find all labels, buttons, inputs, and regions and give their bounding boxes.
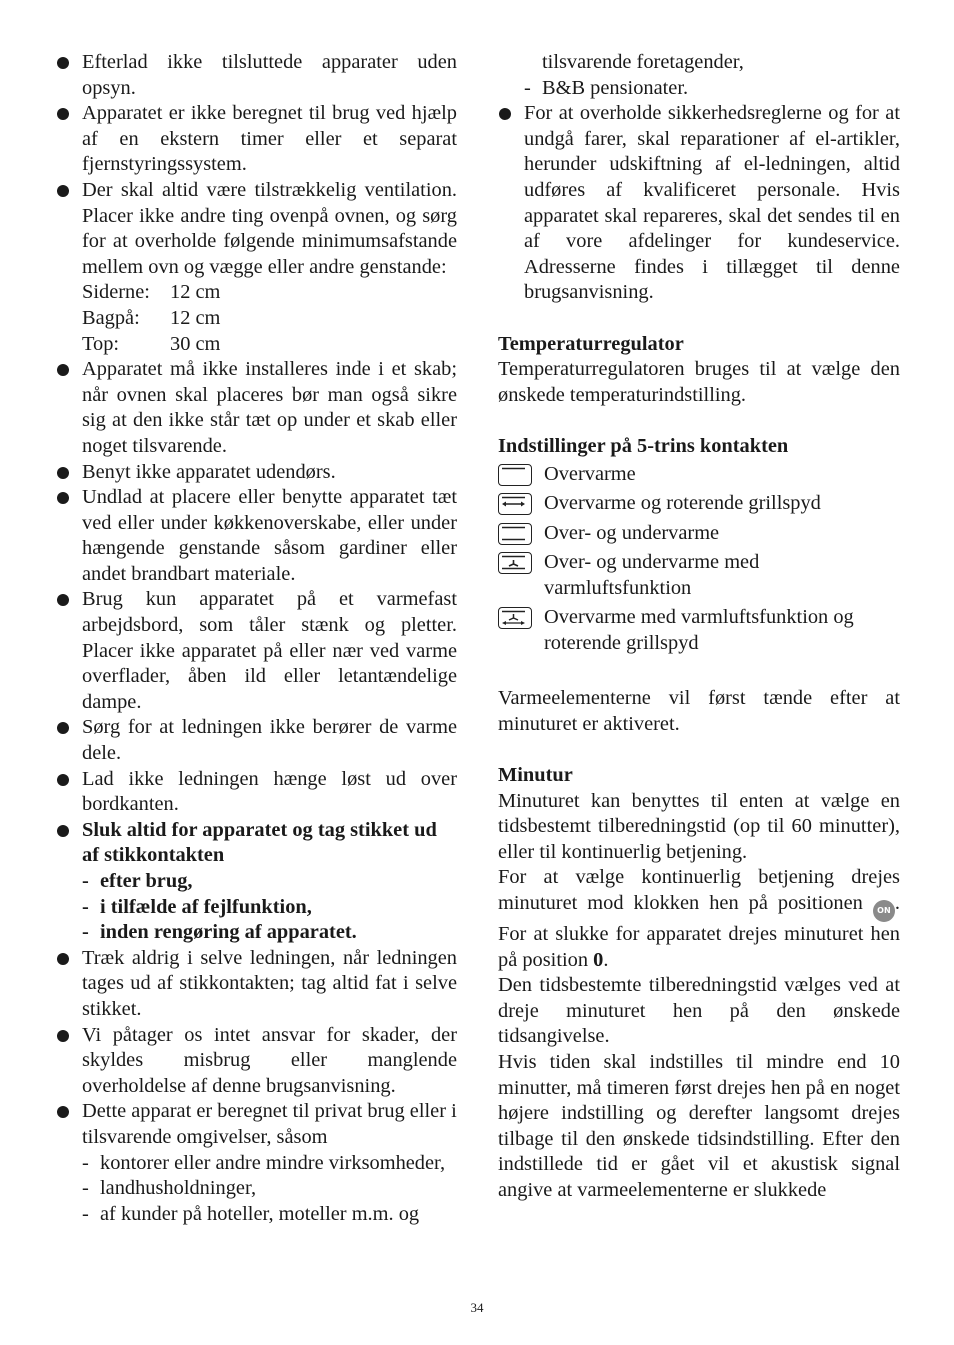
- heat-note: Varmeelementerne vil først tænde efter at minuturet er aktiveret.: [498, 687, 900, 735]
- setting-top-bottom-convection: Over- og undervarme med varmluftsfunktion: [498, 550, 900, 601]
- use-bnb: - B&B pensionater.: [524, 76, 900, 102]
- right-column: [498, 50, 900, 1204]
- ventilation-text: Der skal altid være tilstrækkelig ventilation. Placer ikke andre ting ovenpå ovnen, og sørg for at overholde følgende minimumsafstande mellem ovn og vægge eller andre genstande:: [82, 178, 457, 278]
- distance-sides: Siderne: 12 cm: [82, 281, 221, 304]
- bullet-repairs: For at overholde sikkerhedsreglerne og for at undgå farer, skal reparationer af el-artikler, herunder udskiftning af el-ledningen, altid udføres af kvalificeret personale. Hvis apparatet skal repareres, skal det sendes til en af vore afdelinger for kundeservice. Adresserne findes i tillægget til denne brugsanvisning.: [498, 101, 900, 306]
- use-farmhouses: - landhusholdninger,: [82, 1176, 457, 1202]
- setting-top-heat: Overvarme: [498, 462, 900, 488]
- left-column: [56, 50, 457, 1227]
- bullet-private-use: [56, 1099, 457, 1227]
- top-heat-icon: [498, 464, 532, 486]
- page-number: 34: [470, 1300, 484, 1315]
- bullet-outdoors: Benyt ikke apparatet udendørs.: [56, 460, 457, 486]
- unplug-cleaning: - inden rengøring af apparatet.: [82, 920, 457, 946]
- setting-top-heat-rotisserie: Overvarme og roterende grillspyd: [498, 491, 900, 517]
- bullet-ventilation: [56, 178, 457, 357]
- top-heat-rotisserie-icon: [498, 493, 532, 515]
- unplug-text: Sluk altid for apparatet og tag stikket ud af stikkontakten: [82, 818, 437, 867]
- timer-paragraph-1: Minuturet kan benyttes til enten at vælge en tidsbestemt tilberedningstid (op til 60 minutter), eller til kontinuerlig betjening.: [498, 789, 900, 863]
- timer-paragraph-2: For at vælge kontinuerlig betjening drejes minuturet mod klokken hen på positionen ON . For at slukke for apparatet drejes minuturet hen på position 0.: [498, 866, 901, 971]
- temperature-heading: Temperaturregulator: [498, 332, 684, 355]
- bullet-pull-plug: Træk aldrig i selve ledningen, når ledningen tages ud af stikkontakten; tag altid fat i selve stikket.: [56, 946, 457, 1023]
- bullet-work-surface: Brug kun apparatet på et varmefast arbejdsbord, som tåler stænk og pletter. Placer ikke apparatet på eller nær ved varme overflader, åben ild eller letantændelige dampe.: [56, 587, 457, 715]
- bullet-unattended: Efterlad ikke tilsluttede apparater uden opsyn.: [56, 50, 457, 101]
- temperature-text: Temperaturregulatoren bruges til at vælge den ønskede temperaturindstilling.: [498, 358, 900, 406]
- private-use-continued: tilsvarende foretagender,: [542, 51, 744, 73]
- bullet-cord-edge: Lad ikke ledningen hænge løst ud over bordkanten.: [56, 767, 457, 818]
- timer-paragraph-3: Den tidsbestemte tilberedningstid vælges ved at dreje minuturet hen på den ønskede tidsangivelse.: [498, 974, 900, 1048]
- unplug-after-use: - efter brug,: [82, 869, 457, 895]
- setting-top-convection-rotisserie: Overvarme med varmluftsfunktion og roterende grillspyd: [498, 605, 900, 656]
- bullet-unplug: [56, 818, 457, 946]
- on-position-icon: ON: [873, 900, 895, 922]
- private-use-text: Dette apparat er beregnet til privat brug eller i tilsvarende omgivelser, såsom: [82, 1100, 457, 1148]
- settings-heading: Indstillinger på 5-trins kontakten: [498, 434, 789, 457]
- top-bottom-heat-icon: [498, 523, 532, 545]
- bullet-external-timer: Apparatet er ikke beregnet til brug ved hjælp af en ekstern timer eller et separat fjernstyringssystem.: [56, 101, 457, 178]
- top-bottom-convection-icon: [498, 552, 532, 574]
- distance-top: Top: 30 cm: [82, 332, 221, 355]
- timer-paragraph-4: Hvis tiden skal indstilles til mindre end 10 minutter, må timeren først drejes hen på en noget højere indstilling og derefter langsomt drejes tilbage til den ønskede tidsindstilling. Efter den indstillede tid er gået vil et akustisk signal angive at varmeelementerne er slukkede: [498, 1050, 900, 1201]
- unplug-malfunction: - i tilfælde af fejlfunktion,: [82, 895, 457, 921]
- setting-top-bottom-heat: Over- og undervarme: [498, 521, 900, 547]
- timer-heading: Minutur: [498, 764, 573, 787]
- bullet-placement: Undlad at placere eller benytte apparatet tæt ved eller under køkkenoverskabe, eller under hængende genstande såsom gardiner eller andet brandbart materiale.: [56, 485, 457, 587]
- distance-back: Bagpå: 12 cm: [82, 306, 221, 329]
- use-hotels: - af kunder på hoteller, moteller m.m. og: [82, 1202, 457, 1228]
- top-convection-rotisserie-icon: [498, 607, 532, 629]
- use-offices: - kontorer eller andre mindre virksomheder,: [82, 1151, 457, 1177]
- bullet-liability: Vi påtager os intet ansvar for skader, der skyldes misbrug eller manglende overholdelse af denne brugsanvisning.: [56, 1023, 457, 1100]
- zero-position: 0: [593, 948, 604, 971]
- bullet-cord-hot: Sørg for at ledningen ikke berører de varme dele.: [56, 715, 457, 766]
- bullet-cabinet: Apparatet må ikke installeres inde i et skab; når ovnen skal placeres bør man også sikre sig at den ikke står tæt op under et skab eller noget tilsvarende.: [56, 357, 457, 459]
